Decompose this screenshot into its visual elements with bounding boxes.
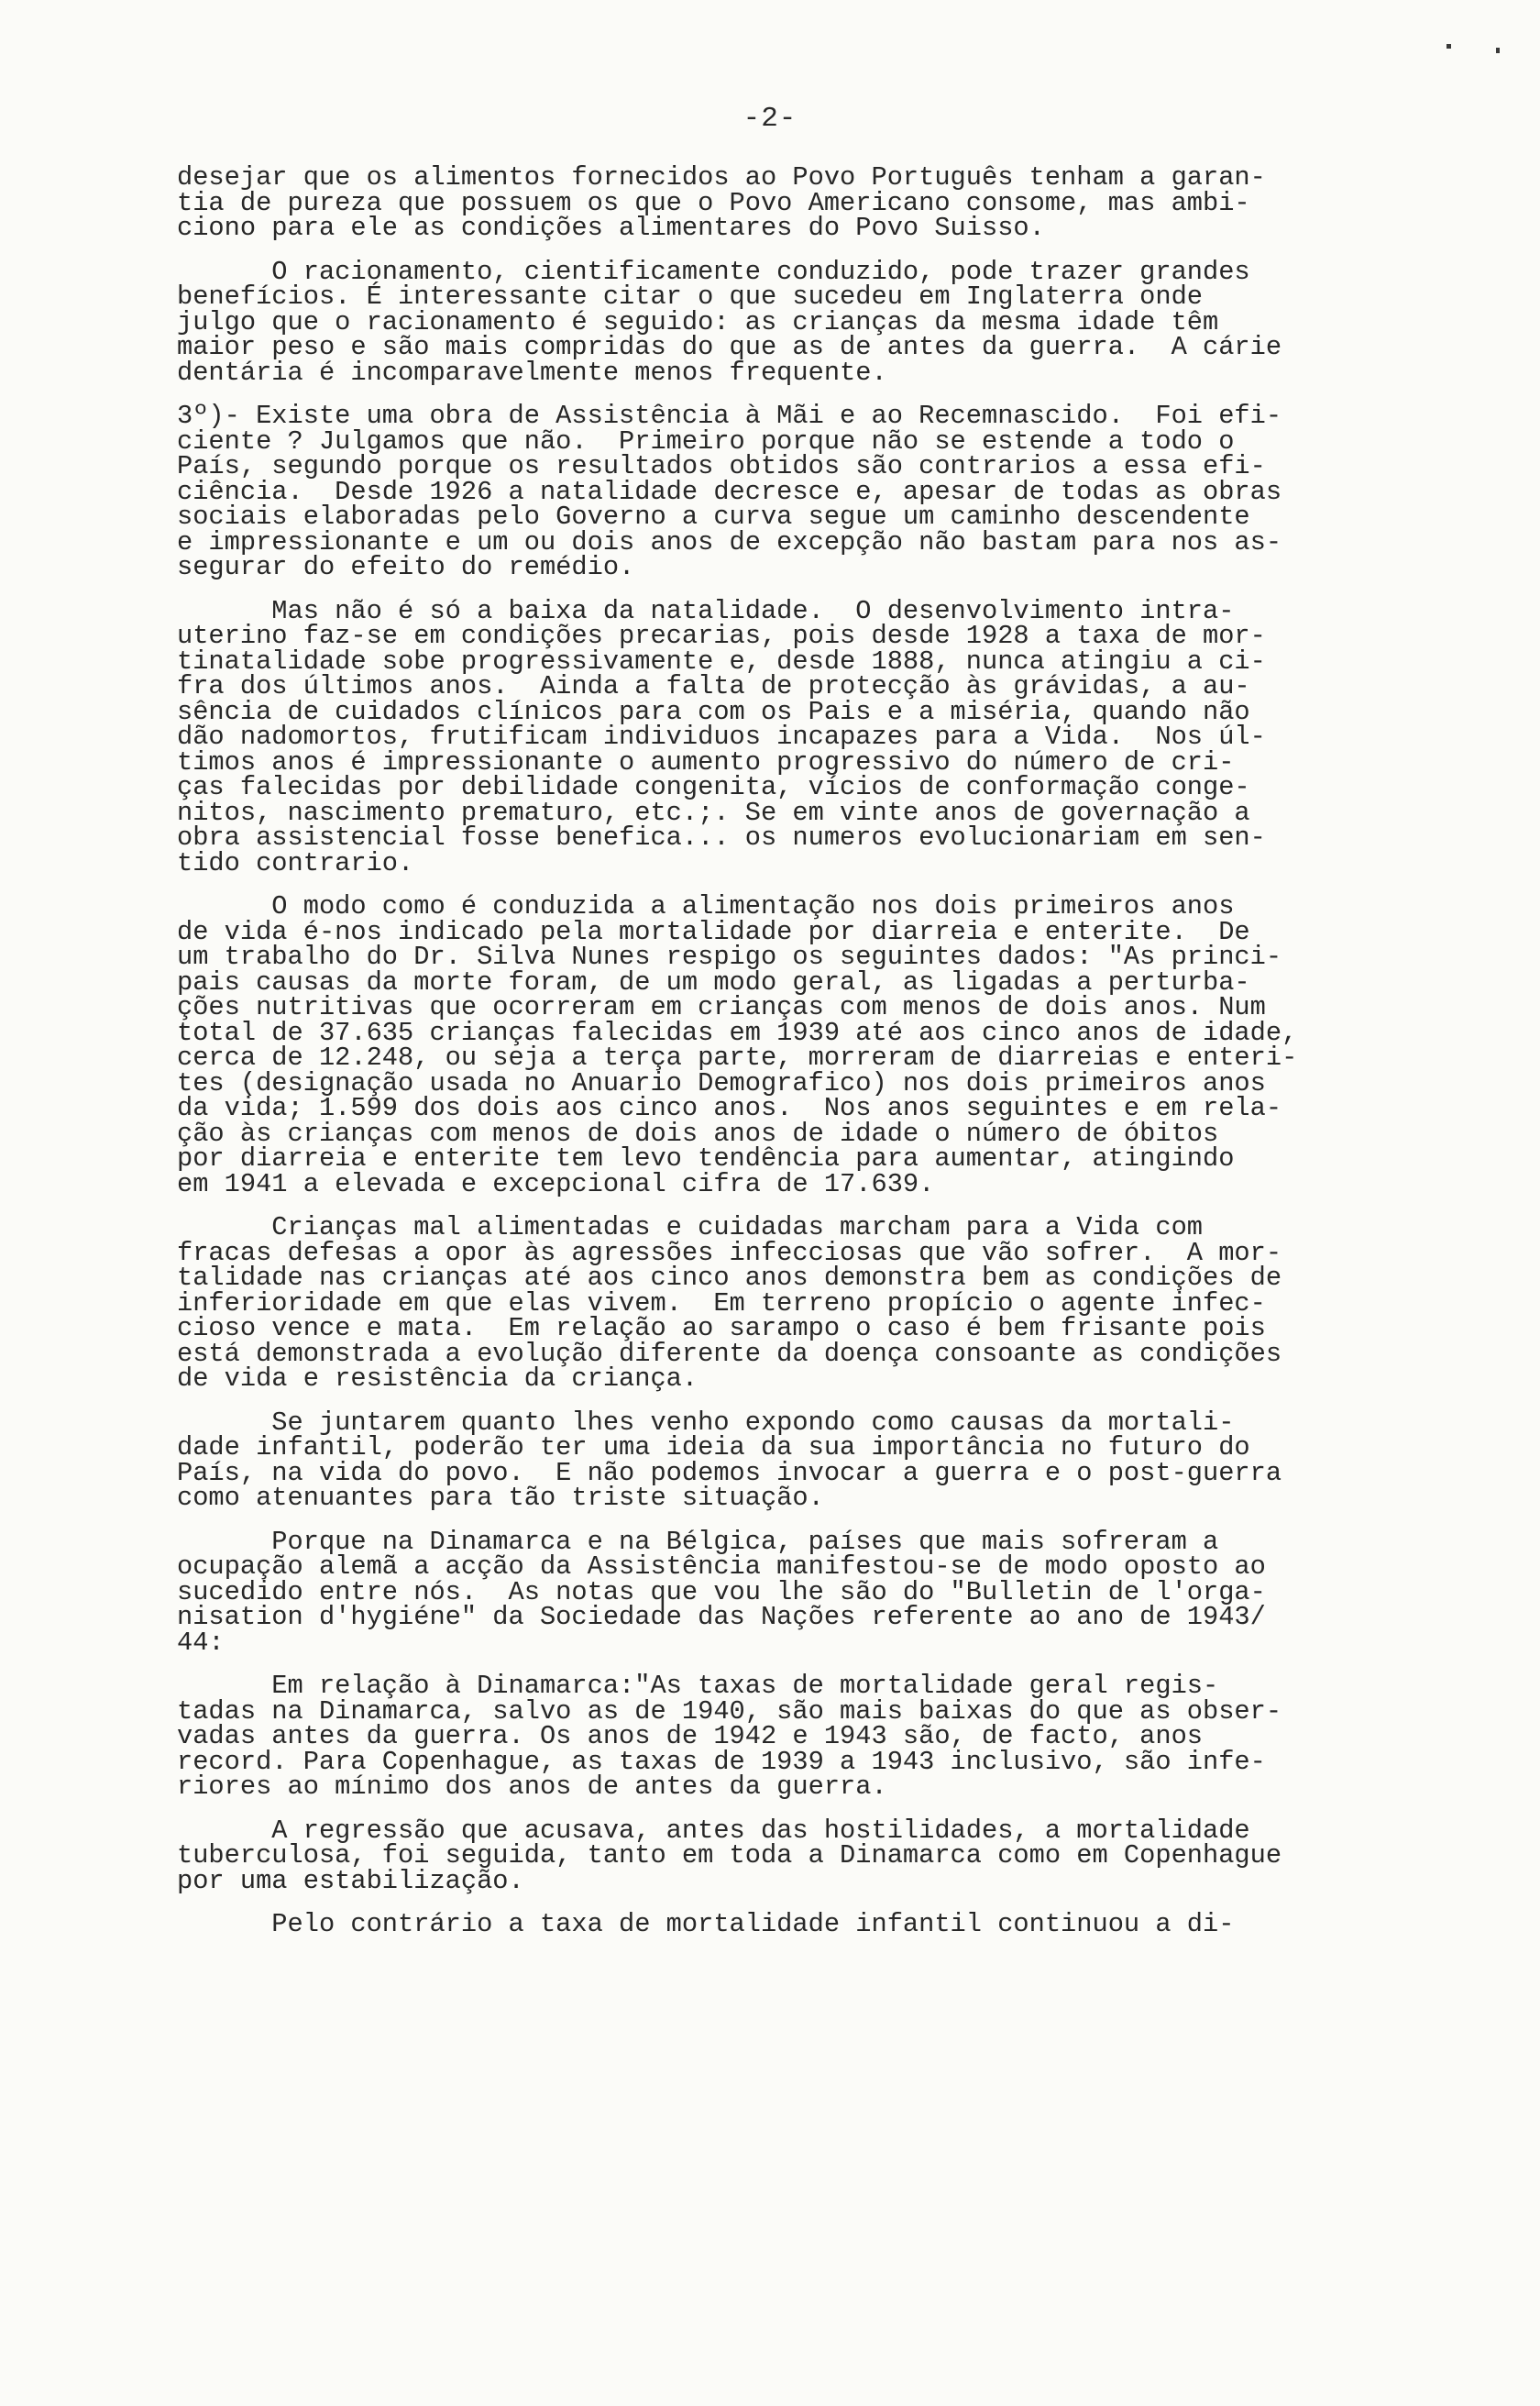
- text-line: timos anos é impressionante o aumento progressivo do número de cri-: [177, 746, 1235, 778]
- text-line: uterino faz-se em condições precarias, pois desde 1928 a taxa de mor-: [177, 621, 1266, 651]
- paragraph: [177, 1909, 1479, 1939]
- text-line: Em relação à Dinamarca:"As taxas de mortalidade geral regis-: [177, 1671, 1219, 1701]
- text-line: dão nadomortos, frutificam individuos incapazes para a Vida. Nos úl-: [177, 722, 1266, 752]
- text-line: está demonstrada a evolução diferente da doença consoante as condições: [177, 1338, 1282, 1369]
- document-body: [177, 162, 1479, 1956]
- text-line: desejar que os alimentos fornecidos ao Povo Português tenham a garan-: [177, 162, 1266, 193]
- text-line: de vida é-nos indicado pela mortalidade por diarreia e enterite. De: [177, 916, 1250, 947]
- text-line: sucedido entre nós. As notas que vou lhe são do "Bulletin de l'orga-: [177, 1576, 1266, 1607]
- text-line: ciente ? Julgamos que não. Primeiro porque não se estende a todo o: [177, 425, 1235, 457]
- paragraph: [177, 162, 1479, 243]
- corner-ink-speck: [1496, 48, 1500, 53]
- text-line: nitos, nascimento prematuro, etc.;. Se em vinte anos de governação a: [177, 797, 1250, 828]
- page-number: -2-: [742, 103, 798, 135]
- text-line: tia de pureza que possuem os que o Povo Americano consome, mas ambi-: [177, 187, 1250, 218]
- text-line: Porque na Dinamarca e na Bélgica, países que mais sofreram a: [177, 1526, 1219, 1557]
- text-line: 44:: [177, 1627, 225, 1658]
- text-line: dentária é incomparavelmente menos frequente.: [177, 357, 887, 388]
- text-line: A regressão que acusava, antes das hostilidades, a mortalidade: [177, 1815, 1250, 1846]
- text-line: dade infantil, poderão ter uma ideia da sua importância no futuro do: [177, 1432, 1250, 1462]
- paragraph: [177, 891, 1479, 1199]
- text-line: Mas não é só a baixa da natalidade. O desenvolvimento intra-: [177, 595, 1235, 626]
- text-line: tes (designação usada no Anuario Demografico) nos dois primeiros anos: [177, 1067, 1266, 1098]
- text-line: da vida; 1.599 dos dois aos cinco anos. Nos anos seguintes e em rela-: [177, 1093, 1282, 1123]
- text-line: ciono para ele as condições alimentares do Povo Suisso.: [177, 213, 1045, 243]
- text-line: inferioridade em que elas vivem. Em terreno propício o agente infec-: [177, 1287, 1266, 1319]
- text-line: ção às crianças com menos de dois anos de idade o número de óbitos: [177, 1118, 1219, 1149]
- text-line: total de 37.635 crianças falecidas em 1939 até aos cinco anos de idade,: [177, 1017, 1298, 1048]
- text-line: Se juntarem quanto lhes venho expondo como causas da mortali-: [177, 1407, 1235, 1438]
- text-line: de vida e resistência da criança.: [177, 1363, 698, 1394]
- text-line: sência de cuidados clínicos para com os Pais e a miséria, quando não: [177, 696, 1250, 727]
- text-line: ças falecidas por debilidade congenita, vícios de conformação conge-: [177, 772, 1250, 802]
- text-line: riores ao mínimo dos anos de antes da guerra.: [177, 1771, 887, 1802]
- paragraph: [177, 1407, 1479, 1513]
- text-line: record. Para Copenhague, as taxas de 1939 a 1943 inclusivo, são infe-: [177, 1746, 1266, 1777]
- text-line: tinatalidade sobe progressivamente e, desde 1888, nunca atingiu a ci-: [177, 646, 1266, 677]
- paragraph: [177, 595, 1479, 878]
- text-line: ções nutritivas que ocorreram em crianças com menos de dois anos. Num: [177, 992, 1266, 1022]
- text-line: ciência. Desde 1926 a natalidade decresce e, apesar de todas as obras: [177, 476, 1282, 507]
- text-line: segurar do efeito do remédio.: [177, 552, 635, 582]
- text-line: Pelo contrário a taxa de mortalidade infantil continuou a di-: [177, 1909, 1235, 1939]
- text-line: pais causas da morte foram, de um modo geral, as ligadas a perturba-: [177, 966, 1250, 998]
- text-line: vadas antes da guerra. Os anos de 1942 e 1943 são, de facto, anos: [177, 1721, 1203, 1751]
- text-line: um trabalho do Dr. Silva Nunes respigo os seguintes dados: "As princi-: [177, 942, 1282, 972]
- paragraph: [177, 403, 1479, 580]
- text-line: obra assistencial fosse benefica... os numeros evolucionariam em sen-: [177, 822, 1266, 853]
- text-line: País, na vida do povo. E não podemos invocar a guerra e o post-guerra: [177, 1457, 1282, 1488]
- text-line: tadas na Dinamarca, salvo as de 1940, são mais baixas do que as obser-: [177, 1695, 1282, 1727]
- text-line: sociais elaboradas pelo Governo a curva segue um caminho descendente: [177, 502, 1250, 532]
- paragraph: [177, 1526, 1479, 1658]
- text-line: benefícios. É interessante citar o que sucedeu em Inglaterra onde: [177, 281, 1203, 312]
- text-line: 3º)- Existe uma obra de Assistência à Mãi e ao Recemnascido. Foi efi-: [177, 401, 1282, 431]
- text-line: e impressionante e um ou dois anos de excepção não bastam para nos as-: [177, 526, 1282, 557]
- paragraph: [177, 1212, 1479, 1394]
- text-line: por uma estabilização.: [177, 1865, 524, 1896]
- text-line: tido contrario.: [177, 847, 414, 878]
- text-line: cioso vence e mata. Em relação ao sarampo o caso é bem frisante pois: [177, 1313, 1266, 1343]
- text-line: O modo como é conduzida a alimentação nos dois primeiros anos: [177, 891, 1235, 922]
- text-line: talidade nas crianças até aos cinco anos demonstra bem as condições de: [177, 1263, 1282, 1293]
- corner-ink-speck: [1446, 44, 1451, 49]
- text-line: em 1941 a elevada e excepcional cifra de 17.639.: [177, 1168, 935, 1199]
- text-line: fracas defesas a opor às agressões infecciosas que vão sofrer. A mor-: [177, 1237, 1282, 1268]
- text-line: nisation d'hygiéne" da Sociedade das Nações referente ao ano de 1943/: [177, 1602, 1266, 1632]
- text-line: ocupação alemã a acção da Assistência manifestou-se de modo oposto ao: [177, 1551, 1266, 1582]
- paragraph: [177, 1673, 1479, 1800]
- text-line: julgo que o racionamento é seguido: as crianças da mesma idade têm: [177, 306, 1219, 337]
- text-line: tuberculosa, foi seguida, tanto em toda a Dinamarca como em Copenhague: [177, 1840, 1282, 1871]
- text-line: como atenuantes para tão triste situação.: [177, 1483, 824, 1513]
- text-line: por diarreia e enterite tem levo tendência para aumentar, atingindo: [177, 1143, 1235, 1174]
- text-line: fra dos últimos anos. Ainda a falta de protecção às grávidas, a au-: [177, 671, 1250, 701]
- paragraph: [177, 256, 1479, 388]
- text-line: O racionamento, cientificamente conduzido, pode trazer grandes: [177, 256, 1250, 287]
- text-line: cerca de 12.248, ou seja a terça parte, morreram de diarreias e enteri-: [177, 1043, 1298, 1073]
- text-line: maior peso e são mais compridas do que as de antes da guerra. A cárie: [177, 332, 1282, 362]
- paragraph: [177, 1815, 1479, 1896]
- text-line: Crianças mal alimentadas e cuidadas marcham para a Vida com: [177, 1212, 1203, 1242]
- text-line: País, segundo porque os resultados obtidos são contrarios a essa efi-: [177, 451, 1266, 481]
